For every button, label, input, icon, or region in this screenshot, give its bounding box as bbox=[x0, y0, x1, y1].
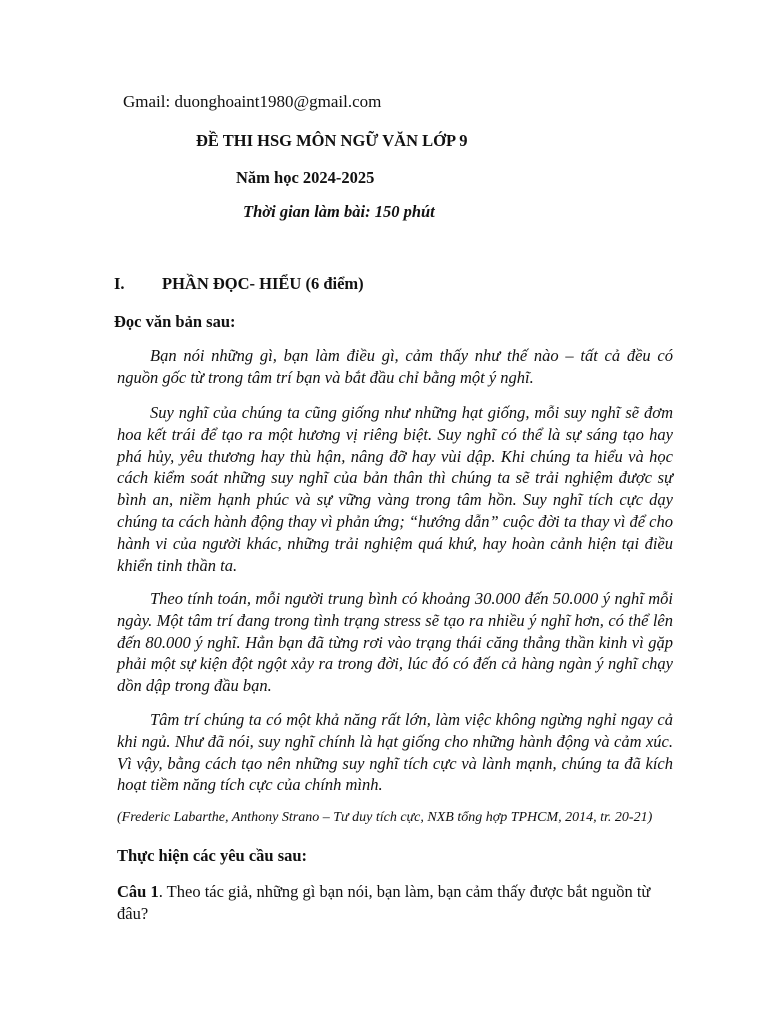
author-email: Gmail: duonghoaint1980@gmail.com bbox=[123, 92, 382, 111]
passage-paragraph-3 bbox=[117, 588, 673, 697]
passage-text-2: Suy nghĩ của chúng ta cũng giống như những hạt giống, mỗi suy nghĩ sẽ đơm hoa kết trái để tạo ra một hương vị riêng biệt. Suy nghĩ có thể là sự sáng tạo hay phá hủy, yêu thương hay thù hận, nâng đỡ hay vùi dập. Khi chúng ta hiểu và học cách kiểm soát những suy nghĩ của bản thân thì chúng ta sẽ trải nghiệm được sự bình an, niềm hạnh phúc và sự vững vàng trong tâm hồn. Suy nghĩ tích cực dạy chúng ta cách hành động thay vì phản ứng; “hướng dẫn” cuộc đời ta thay vì để cho hành vi của người khác, những trải nghiệm quá khứ, hay hoàn cảnh hiện tại điều khiển tinh thần ta. bbox=[117, 403, 673, 575]
exam-title: ĐỀ THI HSG MÔN NGỮ VĂN LỚP 9 bbox=[196, 131, 468, 150]
exam-duration: Thời gian làm bài: 150 phút bbox=[243, 202, 435, 221]
section-number: I. bbox=[114, 274, 125, 293]
passage-paragraph-4 bbox=[117, 709, 673, 796]
question-1 bbox=[117, 881, 673, 925]
question-1-label: Câu 1 bbox=[117, 882, 159, 901]
question-1-text: . Theo tác giả, những gì bạn nói, bạn làm, bạn cảm thấy được bắt nguồn từ đâu? bbox=[117, 882, 651, 923]
read-instruction: Đọc văn bản sau: bbox=[114, 312, 236, 331]
passage-text-1: Bạn nói những gì, bạn làm điều gì, cảm thấy như thế nào – tất cả đều có nguồn gốc từ trong tâm trí bạn và bắt đầu chỉ bằng một ý nghĩ. bbox=[117, 346, 673, 387]
passage-paragraph-2 bbox=[117, 402, 673, 576]
passage-paragraph-1 bbox=[117, 345, 673, 389]
passage-source: (Frederic Labarthe, Anthony Strano – Tư duy tích cực, NXB tổng hợp TPHCM, 2014, tr. 20-21) bbox=[117, 810, 653, 825]
passage-text-3: Theo tính toán, mỗi người trung bình có khoảng 30.000 đến 50.000 ý nghĩ mỗi ngày. Một tâm trí đang trong tình trạng stress sẽ tạo ra nhiều ý nghĩ hơn, có thể lên đến 80.000 ý nghĩ. Hẳn bạn đã từng rơi vào trạng thái căng thẳng thần kinh vì gặp phải một sự kiện đột ngột xảy ra trong đời, lúc đó có đến cả hàng ngàn ý nghĩ chạy dồn dập trong đầu bạn. bbox=[117, 589, 673, 696]
requirements-heading: Thực hiện các yêu cầu sau: bbox=[117, 846, 308, 865]
section-title: PHẦN ĐỌC- HIỂU (6 điểm) bbox=[162, 274, 364, 293]
passage-text-4: Tâm trí chúng ta có một khả năng rất lớn, làm việc không ngừng nghỉ ngay cả khi ngủ. Như đã nói, suy nghĩ chính là hạt giống cho những hành động và cảm xúc. Vì vậy, bằng cách tạo nên những suy nghĩ tích cực và lành mạnh, chúng ta đã kích hoạt tiềm năng tích cực của chính mình. bbox=[117, 710, 673, 795]
school-year: Năm học 2024-2025 bbox=[236, 168, 375, 187]
